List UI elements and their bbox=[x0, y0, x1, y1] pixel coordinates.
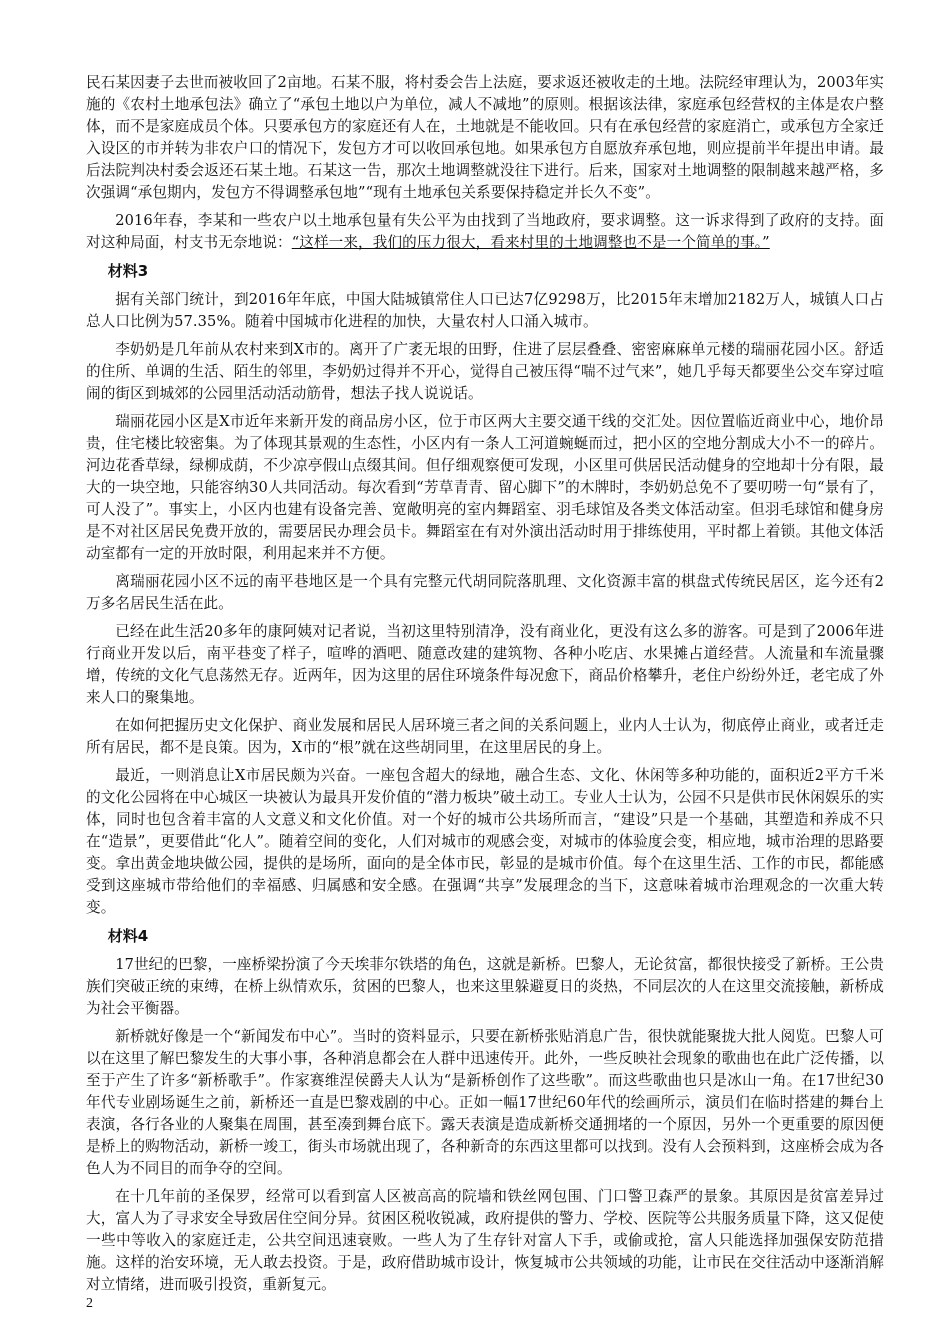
paragraph-2016 bbox=[86, 210, 884, 254]
material-4-paragraph: 17世纪的巴黎，一座桥梁扮演了今天埃菲尔铁塔的角色，这就是新桥。巴黎人，无论贫富，都很快接受了新桥。王公贵族们突破正统的束缚，在桥上纵情欢乐，贫困的巴黎人，也来这里躲避夏日的炎热，不同层次的人在这里交流接触，新桥成为社会平衡器。 bbox=[86, 956, 884, 1017]
material-3-paragraph: 已经在此生活20多年的康阿姨对记者说，当初这里特别清净，没有商业化，更没有这么多的游客。可是到了2006年进行商业开发以后，南平巷变了样子，喧哗的酒吧、随意改建的建筑物、各种小吃店、水果摊占道经营。人流量和车流量骤增，传统的文化气息荡然无存。近两年，因为这里的居住环境条件每况愈下，商品价格攀升，老住户纷纷外迁，老宅成了外来人口的聚集地。 bbox=[86, 623, 884, 706]
underlined-quote: “这样一来，我们的压力很大，看来村里的土地调整也不是一个简单的事。” bbox=[291, 234, 770, 251]
material-3-paragraph: 李奶奶是几年前从农村来到X市的。离开了广袤无垠的田野，住进了层层叠叠、密密麻麻单元楼的瑞丽花园小区。舒适的住所、单调的生活、陌生的邻里，李奶奶过得并不开心，觉得自己被压得“喘不过气来”，她几乎每天都要坐公交车穿过喧闹的街区到城郊的公园里活动活动筋骨，想法子找人说说话。 bbox=[86, 341, 884, 402]
material-3-paragraph: 据有关部门统计，到2016年年底，中国大陆城镇常住人口已达7亿9298万，比2015年末增加2182万人，城镇人口占总人口比例为57.35%。随着中国城市化进程的加快，大量农村人口涌入城市。 bbox=[86, 291, 884, 330]
material-4-paragraph: 在十几年前的圣保罗，经常可以看到富人区被高高的院墙和铁丝网包围、门口警卫森严的景象。其原因是贫富差异过大，富人为了寻求安全导致居住空间分异。贫困区税收锐减，政府提供的警力、学校、医院等公共服务质量下降，这又促使一些中等收入的家庭迁走，公共空间迅速衰败。一些人为了生存针对富人下手，或偷或抢，富人只能选择加强保安防范措施。这样的治安环境，无人敢去投资。于是，政府借助城市设计，恢复城市公共领域的功能，让市民在交往活动中逐渐消解对立情绪，进而吸引投资，重新复元。 bbox=[86, 1188, 884, 1293]
material-3-paragraph: 离瑞丽花园小区不远的南平巷地区是一个具有完整元代胡同院落肌理、文化资源丰富的棋盘式传统民居区，迄今还有2万多名居民生活在此。 bbox=[86, 573, 884, 612]
continued-paragraph: 民石某因妻子去世而被收回了2亩地。石某不服，将村委会告上法庭，要求返还被收走的土地。法院经审理认为，2003年实施的《农村土地承包法》确立了“承包土地以户为单位，减人不减地”的原则。根据该法律，家庭承包经营权的主体是农户整体，而不是家庭成员个体。只要承包方的家庭还有人在，土地就是不能收回。只有在承包经营的家庭消亡，或承包方全家迁入设区的市并转为非农户口的情况下，发包方才可以收回承包地。如果承包方自愿放弃承包地，则应提前半年提出申请。最后法院判决村委会返还石某土地。石某这一告，那次土地调整就没往下进行。后来，国家对土地调整的限制越来越严格，多次强调“承包期内，发包方不得调整承包地”“现有土地承包关系要保持稳定并长久不变”。 bbox=[86, 74, 884, 201]
material-3-paragraph: 在如何把握历史文化保护、商业发展和居民人居环境三者之间的关系问题上，业内人士认为，彻底停止商业，或者迁走所有居民，都不是良策。因为，X市的“根”就在这些胡同里，在这里居民的身上。 bbox=[86, 717, 884, 756]
page-number: 2 bbox=[86, 1296, 93, 1311]
material-4-paragraph: 新桥就好像是一个“新闻发布中心”。当时的资料显示，只要在新桥张贴消息广告，很快就能聚拢大批人阅览。巴黎人可以在这里了解巴黎发生的大事小事，各种消息都会在人群中迅速传开。此外，一些反映社会现象的歌曲也在此广泛传播，以至于产生了许多“新桥歌手”。作家赛维涅侯爵夫人认为“是新桥创作了这些歌”。而这些歌曲也只是冰山一角。在17世纪30年代专业剧场诞生之前，新桥还一直是巴黎戏剧的中心。正如一幅17世纪60年代的绘画所示，演员们在临时搭建的舞台上表演，各行各业的人聚集在周围，甚至凑到舞台底下。露天表演是造成新桥交通拥堵的一个原因，另外一个更重要的原因便是桥上的购物活动，新桥一竣工，街头市场就出现了，各种新奇的东西这里都可以找到。没有人会预料到，这座桥会成为各色人为不同目的而争夺的空间。 bbox=[86, 1028, 884, 1177]
material-4-heading: 材料4 bbox=[107, 927, 149, 945]
material-3-heading: 材料3 bbox=[107, 262, 149, 280]
document-page bbox=[86, 72, 884, 1302]
material-3-paragraph: 最近，一则消息让X市居民颇为兴奋。一座包含超大的绿地，融合生态、文化、休闲等多种功能的，面积近2平方千米的文化公园将在中心城区一块被认为最具开发价值的“潜力板块”破土动工。专业人士认为，公园不只是供市民休闲娱乐的实体，同时也包含着丰富的人文意义和文化价值。对一个好的城市公共场所而言，“建设”只是一个基础，其塑造和养成不只在“造景”，更要借此“化人”。随着空间的变化，人们对城市的观感会变，对城市的体验度会变，相应地，城市治理的思路要变。拿出黄金地块做公园，提供的是场所，面向的是全体市民，彰显的是城市价值。每个在这里生活、工作的市民，都能感受到这座城市带给他们的幸福感、归属感和安全感。在强调“共享”发展理念的当下，这意味着城市治理观念的一次重大转变。 bbox=[86, 767, 884, 916]
material-3-paragraph: 瑞丽花园小区是X市近年来新开发的商品房小区，位于市区两大主要交通干线的交汇处。因位置临近商业中心，地价昂贵，住宅楼比较密集。为了体现其景观的生态性，小区内有一条人工河道蜿蜒而过，把小区的空地分割成大小不一的碎片。河边花香草绿，绿柳成荫，不少凉亭假山点缀其间。但仔细观察便可发现，小区里可供居民活动健身的空地却十分有限，最大的一块空地，只能容纳30人共同活动。每次看到“芳草青青、留心脚下”的木牌时，李奶奶总免不了要叨唠一句“景有了，可人没了”。事实上，小区内也建有设备完善、宽敞明亮的室内舞蹈室、羽毛球馆及各类文体活动室。但羽毛球馆和健身房是不对社区居民免费开放的，需要居民办理会员卡。舞蹈室在有对外演出活动时用于排练使用，平时都上着锁。其他文体活动室都有一定的开放时限，利用起来并不方便。 bbox=[86, 413, 884, 562]
paragraph-2016-text: 2016年春，李某和一些农户以土地承包量有失公平为由找到了当地政府，要求调整。这一诉求得到了政府的支持。面对这种局面，村支书无奈地说： bbox=[86, 212, 884, 251]
